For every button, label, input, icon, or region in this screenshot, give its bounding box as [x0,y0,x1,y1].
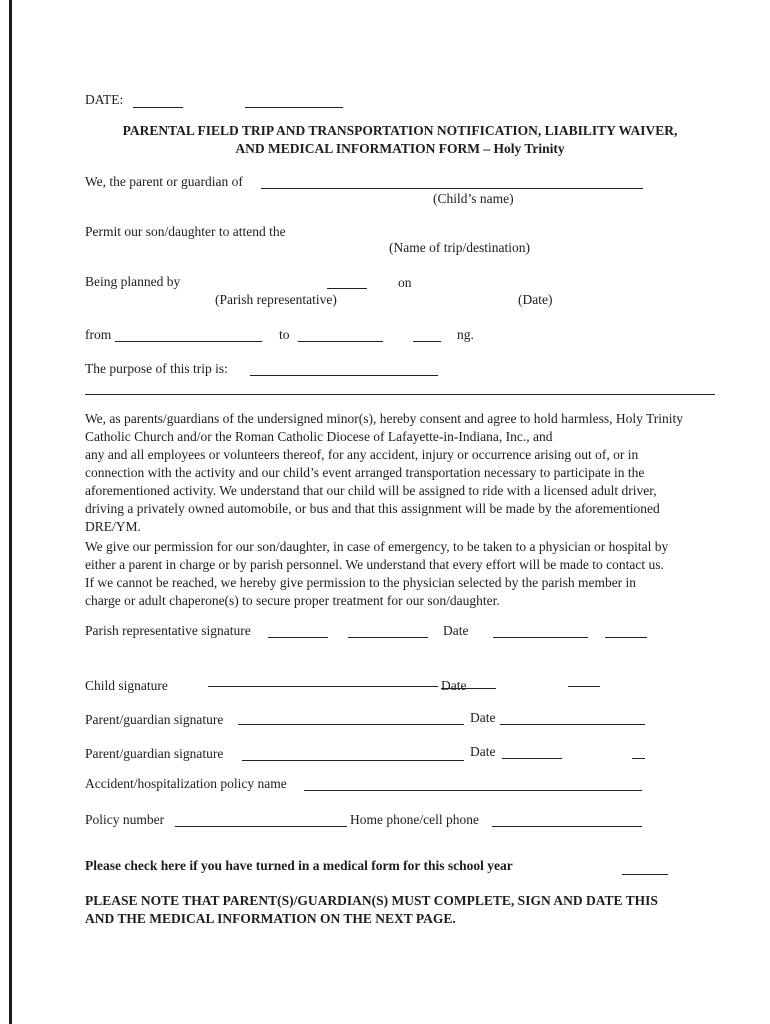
medical-line: either a parent in charge or by parish personnel. We understand that every effort will be made to contact us. [85,557,664,572]
child-name-field[interactable] [261,188,643,189]
policy-number-field[interactable] [175,826,347,827]
parish-representative-field[interactable] [327,288,367,289]
policy-number-label: Policy number [85,812,165,827]
policy-name-label: Accident/hospitalization policy name [85,776,287,791]
child-signature-date-field[interactable] [441,688,496,689]
from-label: from [85,327,112,342]
from-time-field[interactable] [115,341,262,342]
waiver-line: connection with the activity and our child’s event arranged transportation necessary to participate in the [85,465,645,480]
waiver-line: aforementioned activity. We understand that our child will be assigned to ride with a licensed adult driver, [85,483,657,498]
on-label: on [398,275,412,290]
parent-signature-date-label-1: Date [470,710,496,725]
waiver-line: any and all employees or volunteers thereof, for any accident, injury or occurrence arising out of, or in [85,447,639,462]
purpose-divider [85,394,715,395]
parish-signature-date-field[interactable] [493,637,588,638]
trip-name-caption: (Name of trip/destination) [389,240,530,255]
parent-signature-label-2: Parent/guardian signature [85,746,224,761]
parent-signature-field-1[interactable] [238,724,464,725]
planned-by-label: Being planned by [85,274,181,289]
purpose-label: The purpose of this trip is: [85,361,228,376]
ng-fragment: ng. [457,327,474,342]
medical-form-check-field[interactable] [622,874,668,875]
completion-note-line-2: AND THE MEDICAL INFORMATION ON THE NEXT PAGE. [85,911,456,926]
medical-line: We give our permission for our son/daughter, in case of emergency, to be taken to a physician or hospital by [85,539,669,554]
parish-signature-field-extension[interactable] [348,637,428,638]
child-signature-field[interactable] [208,686,438,687]
medical-line: charge or adult chaperone(s) to secure proper treatment for our son/daughter. [85,593,500,608]
liability-waiver-paragraph [85,410,735,536]
form-title-line-2: AND MEDICAL INFORMATION FORM – Holy Trinity [235,141,565,156]
to-time-field[interactable] [298,341,383,342]
permit-label: Permit our son/daughter to attend the [85,224,286,239]
medical-permission-paragraph [85,538,735,610]
waiver-line: DRE/YM. [85,519,141,534]
child-signature-label: Child signature [85,678,168,693]
home-phone-field[interactable] [492,826,642,827]
parent-signature-label-1: Parent/guardian signature [85,712,224,727]
child-signature-date-label: Date [441,678,467,693]
trip-date-caption: (Date) [518,292,553,307]
to-time-field-extension[interactable] [413,341,441,342]
parish-signature-date-label: Date [443,623,469,638]
waiver-line: We, as parents/guardians of the undersigned minor(s), hereby consent and agree to hold harmless, Holy Trinity [85,411,684,426]
scan-edge-line [9,0,12,1024]
parish-signature-field[interactable] [268,637,328,638]
parent-of-label: We, the parent or guardian of [85,174,243,189]
waiver-line: driving a privately owned automobile, or bus and that this assignment will be made by the aforementioned [85,501,660,516]
medical-line: If we cannot be reached, we hereby give permission to the physician selected by the parish member in [85,575,637,590]
child-name-caption: (Child’s name) [433,191,514,206]
parish-representative-caption: (Parish representative) [215,292,337,307]
policy-name-field[interactable] [304,790,642,791]
parent-signature-date-label-2: Date [470,744,496,759]
parent-signature-field-2[interactable] [242,760,464,761]
date-field-extension[interactable] [245,107,343,108]
date-label: DATE: [85,92,124,107]
waiver-line: Catholic Church and/or the Roman Catholic Diocese of Lafayette-in-Indiana, Inc., and [85,429,553,444]
purpose-field[interactable] [250,375,438,376]
date-field[interactable] [133,107,183,108]
child-signature-date-field-extension[interactable] [568,686,600,687]
medical-form-check-label: Please check here if you have turned in a medical form for this school year [85,858,513,873]
home-phone-label: Home phone/cell phone [350,812,479,827]
parent-signature-date-field-2[interactable] [502,758,562,759]
parish-signature-date-field-extension[interactable] [605,637,647,638]
form-title-line-1: PARENTAL FIELD TRIP AND TRANSPORTATION NOTIFICATION, LIABILITY WAIVER, [122,123,678,138]
parent-signature-date-field-2-extension[interactable] [632,758,645,759]
parent-signature-date-field-1[interactable] [500,724,645,725]
completion-note-line-1: PLEASE NOTE THAT PARENT(S)/GUARDIAN(S) MUST COMPLETE, SIGN AND DATE THIS [85,893,658,908]
parish-signature-label: Parish representative signature [85,623,251,638]
to-label: to [279,327,290,342]
